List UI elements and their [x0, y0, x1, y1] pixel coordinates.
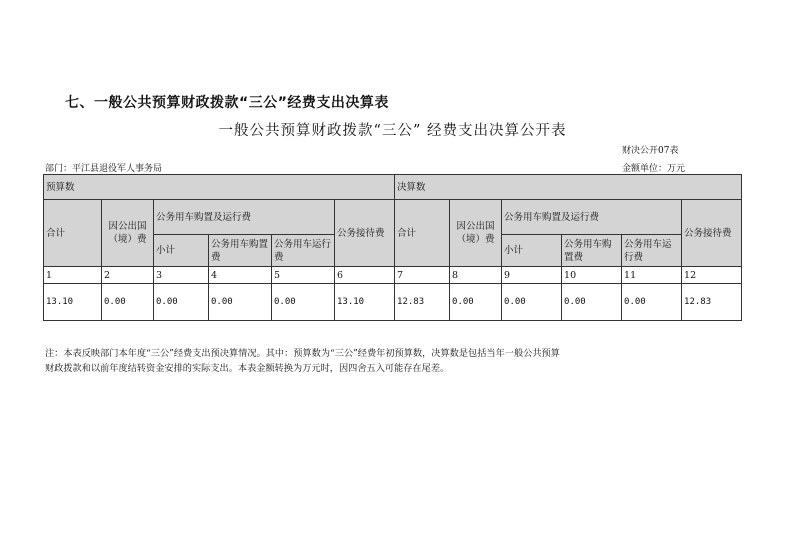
- budget-purchase-header: 公务用车购置费: [209, 235, 272, 267]
- column-number: 8: [450, 267, 502, 284]
- unit-label: 金额单位：万元: [622, 164, 686, 174]
- budget-header: 预算数: [44, 175, 395, 200]
- final-operation-value: 0.00: [622, 284, 682, 321]
- column-number: 6: [335, 267, 395, 284]
- budget-abroad-value: 0.00: [102, 284, 154, 321]
- column-number: 5: [272, 267, 335, 284]
- three-public-expense-table: [43, 174, 742, 321]
- final-operation-header: 公务用车运行费: [622, 235, 682, 267]
- column-number: 7: [395, 267, 450, 284]
- column-number: 3: [154, 267, 209, 284]
- column-number: 12: [682, 267, 742, 284]
- budget-subtotal-header: 小计: [154, 235, 209, 267]
- column-number: 10: [562, 267, 622, 284]
- column-number: 1: [44, 267, 102, 284]
- budget-subtotal-value: 0.00: [154, 284, 209, 321]
- final-header: 决算数: [395, 175, 742, 200]
- budget-vehicle-header: 公务用车购置及运行费: [154, 200, 335, 235]
- final-total-header: 合计: [395, 200, 450, 267]
- table-title: 一般公共预算财政拨款“三公” 经费支出决算公开表: [218, 123, 567, 139]
- column-number-row: [44, 267, 742, 284]
- final-reception-value: 12.83: [682, 284, 742, 321]
- note-line: 注：本表反映部门本年度“三公”经费支出预决算情况。其中：预算数为“三公”经费年初预算数，决算数是包括当年一般公共预算: [45, 348, 560, 359]
- final-purchase-header: 公务用车购置费: [562, 235, 622, 267]
- column-number: 4: [209, 267, 272, 284]
- budget-reception-value: 13.10: [335, 284, 395, 321]
- final-reception-header: 公务接待费: [682, 200, 742, 267]
- column-number: 2: [102, 267, 154, 284]
- budget-abroad-header: 因公出国（境）费: [102, 200, 154, 267]
- budget-total-header: 合计: [44, 200, 102, 267]
- budget-operation-header: 公务用车运行费: [272, 235, 335, 267]
- final-total-value: 12.83: [395, 284, 450, 321]
- budget-purchase-value: 0.00: [209, 284, 272, 321]
- final-subtotal-value: 0.00: [502, 284, 562, 321]
- column-number: 9: [502, 267, 562, 284]
- budget-operation-value: 0.00: [272, 284, 335, 321]
- final-abroad-header: 因公出国（境）费: [450, 200, 502, 267]
- budget-reception-header: 公务接待费: [335, 200, 395, 267]
- section-title: 七、一般公共预算财政拨款“三公”经费支出决算表: [65, 95, 389, 111]
- final-vehicle-header: 公务用车购置及运行费: [502, 200, 682, 235]
- table-note: [45, 347, 685, 376]
- final-purchase-value: 0.00: [562, 284, 622, 321]
- form-code: 财决公开07表: [622, 146, 679, 156]
- column-number: 11: [622, 267, 682, 284]
- table-row: [44, 284, 742, 321]
- budget-total-value: 13.10: [44, 284, 102, 321]
- final-abroad-value: 0.00: [450, 284, 502, 321]
- note-line: 财政拨款和以前年度结转资金安排的实际支出。本表金额转换为万元时，因四舍五入可能存在尾差。: [45, 362, 450, 374]
- final-subtotal-header: 小计: [502, 235, 562, 267]
- department-label: 部门：平江县退役军人事务局: [45, 164, 163, 174]
